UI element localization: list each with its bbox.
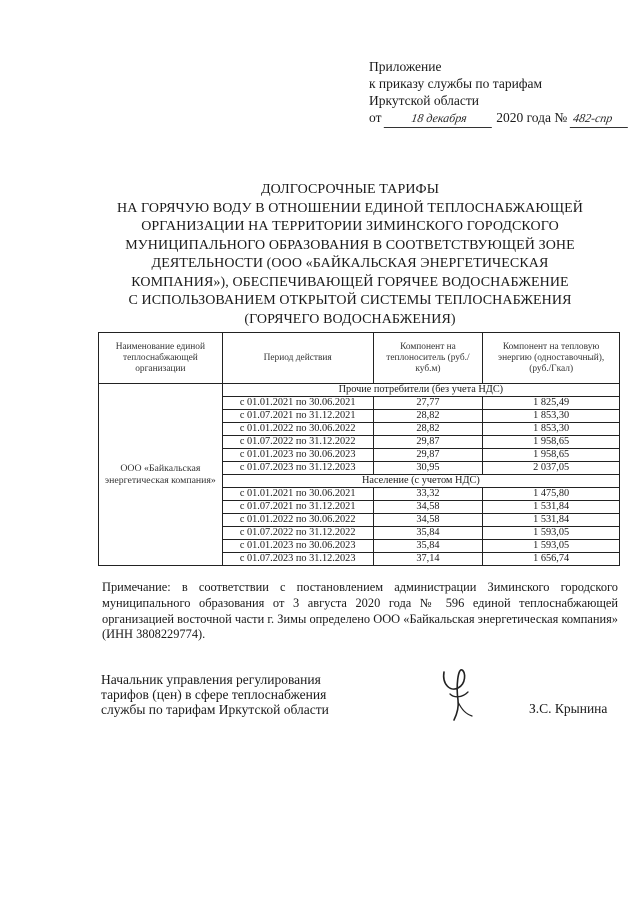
energy-value-cell: 1 531,84	[483, 501, 620, 514]
title-line: ДЕЯТЕЛЬНОСТИ (ООО «БАЙКАЛЬСКАЯ ЭНЕРГЕТИЧЕСКАЯ	[151, 256, 549, 271]
energy-value-cell: 1 853,30	[483, 410, 620, 423]
energy-value-cell: 1 475,80	[483, 488, 620, 501]
tariff-table	[98, 332, 620, 566]
carrier-value-cell: 30,95	[373, 462, 483, 475]
title-line: КОМПАНИЯ»), ОБЕСПЕЧИВАЮЩЕЙ ГОРЯЧЕЕ ВОДОСНАБЖЕНИЕ	[131, 274, 569, 290]
section-label: Население (с учетом НДС)	[222, 475, 619, 488]
period-cell: с 01.01.2021 по 30.06.2021	[222, 397, 373, 410]
title-line: МУНИЦИПАЛЬНОГО ОБРАЗОВАНИЯ В СООТВЕТСТВУЮЩЕЙ ЗОНЕ	[125, 237, 575, 253]
title-line: НА ГОРЯЧУЮ ВОДУ В ОТНОШЕНИИ ЕДИНОЙ ТЕПЛОСНАБЖАЮЩЕЙ	[117, 200, 583, 216]
document-title	[60, 181, 640, 329]
appendix-block	[369, 58, 629, 128]
energy-value-cell: 1 853,30	[483, 423, 620, 436]
carrier-value-cell: 34,58	[373, 514, 483, 527]
note-paragraph: Примечание: в соответствии с постановлением администрации Зиминского городского муниципального образования от 3 августа 2020 года № 596 единой теплоснабжающей организацией восточной части г. Зимы определено ООО «Байкальская энергетическая компания» (ИНН 3808229774).	[102, 580, 618, 642]
title-line: ОРГАНИЗАЦИИ НА ТЕРРИТОРИИ ЗИМИНСКОГО ГОРОДСКОГО	[141, 219, 559, 234]
carrier-value-cell: 35,84	[373, 527, 483, 540]
carrier-value-cell: 28,82	[373, 423, 483, 436]
appendix-line-2: к приказу службы по тарифам	[369, 76, 543, 91]
energy-value-cell: 1 656,74	[483, 553, 620, 566]
signatory-position-line: службы по тарифам Иркутской области	[101, 702, 329, 717]
energy-value-cell: 1 593,05	[483, 540, 620, 553]
signatory-position-line: тарифов (цен) в сфере теплоснабжения	[101, 687, 327, 702]
handwritten-order-number: 482-спр	[569, 110, 630, 128]
appendix-date-prefix: от	[369, 110, 382, 125]
title-line: ДОЛГОСРОЧНЫЕ ТАРИФЫ	[260, 182, 440, 197]
signatory-position-line: Начальник управления регулирования	[101, 672, 321, 687]
section-row	[99, 384, 620, 397]
energy-value-cell: 1 825,49	[483, 397, 620, 410]
period-cell: с 01.07.2023 по 31.12.2023	[222, 553, 373, 566]
appendix-line-3: Иркутской области	[369, 93, 480, 108]
signatory-name: З.С. Крынина	[529, 701, 608, 716]
title-line: С ИСПОЛЬЗОВАНИЕМ ОТКРЫТОЙ СИСТЕМЫ ТЕПЛОСНАБЖЕНИЯ	[128, 293, 572, 308]
period-cell: с 01.07.2022 по 31.12.2022	[222, 436, 373, 449]
table-header-row	[99, 333, 620, 384]
carrier-value-cell: 34,58	[373, 501, 483, 514]
carrier-value-cell: 27,77	[373, 397, 483, 410]
signatory-position	[101, 672, 329, 717]
carrier-value-cell: 29,87	[373, 436, 483, 449]
org-name-cell: ООО «Байкальская энергетическая компания»	[99, 384, 223, 566]
period-cell: с 01.01.2023 по 30.06.2023	[222, 449, 373, 462]
title-line: (ГОРЯЧЕГО ВОДОСНАБЖЕНИЯ)	[244, 311, 456, 327]
period-cell: с 01.01.2021 по 30.06.2021	[222, 488, 373, 501]
header-period: Период действия	[222, 333, 373, 384]
period-cell: с 01.01.2022 по 30.06.2022	[222, 423, 373, 436]
appendix-year-text: 2020 года №	[496, 110, 568, 125]
appendix-date-line	[369, 109, 629, 128]
energy-value-cell: 2 037,05	[483, 462, 620, 475]
carrier-value-cell: 29,87	[373, 449, 483, 462]
header-component-carrier: Компонент на теплоноситель (руб./куб.м)	[373, 333, 483, 384]
handwritten-signature	[436, 664, 480, 722]
energy-value-cell: 1 593,05	[483, 527, 620, 540]
section-label: Прочие потребители (без учета НДС)	[222, 384, 619, 397]
energy-value-cell: 1 958,65	[483, 449, 620, 462]
period-cell: с 01.07.2023 по 31.12.2023	[222, 462, 373, 475]
period-cell: с 01.01.2023 по 30.06.2023	[222, 540, 373, 553]
carrier-value-cell: 33,32	[373, 488, 483, 501]
carrier-value-cell: 28,82	[373, 410, 483, 423]
period-cell: с 01.07.2021 по 31.12.2021	[222, 501, 373, 514]
period-cell: с 01.07.2021 по 31.12.2021	[222, 410, 373, 423]
handwritten-date: 18 декабря	[384, 110, 495, 128]
header-component-energy: Компонент на тепловую энергию (одноставочный), (руб./Гкал)	[483, 333, 620, 384]
carrier-value-cell: 37,14	[373, 553, 483, 566]
appendix-line-1: Приложение	[369, 59, 442, 74]
energy-value-cell: 1 958,65	[483, 436, 620, 449]
carrier-value-cell: 35,84	[373, 540, 483, 553]
header-org: Наименование единой теплоснабжающей организации	[99, 333, 223, 384]
period-cell: с 01.07.2022 по 31.12.2022	[222, 527, 373, 540]
period-cell: с 01.01.2022 по 30.06.2022	[222, 514, 373, 527]
energy-value-cell: 1 531,84	[483, 514, 620, 527]
